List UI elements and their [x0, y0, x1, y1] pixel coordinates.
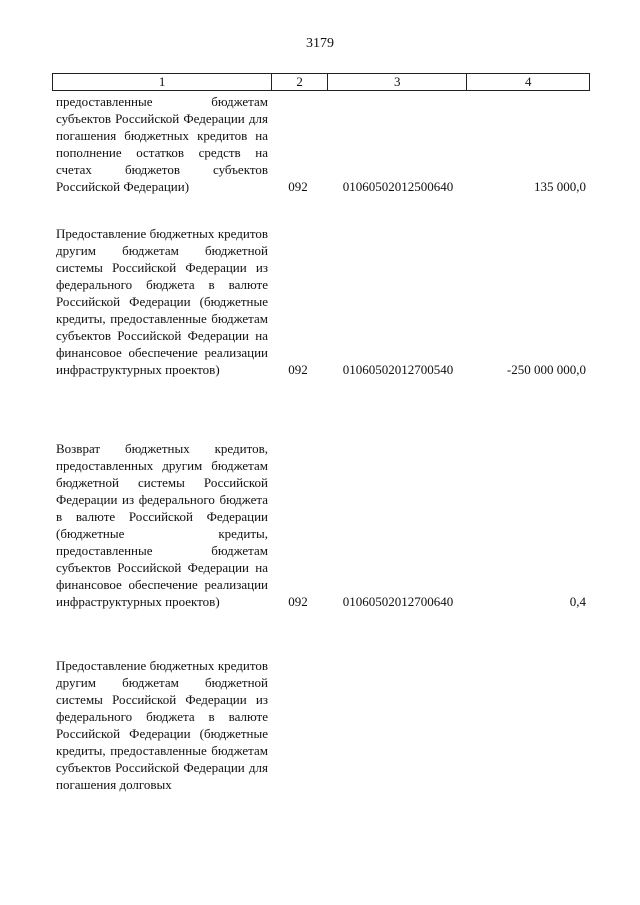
admin-code: 092: [288, 594, 308, 609]
page-number: 3179: [306, 36, 334, 51]
amount: 135 000,0: [534, 179, 586, 194]
table-row: [52, 93, 590, 195]
row-description: Предоставление бюджетных кредитов другим бюджетам бюджетной системы Российской Федерации из федерального бюджета в валюте Российской Федерации (бюджетные кредиты, предоставленные бюджетам субъектов Российской Федерации для погашения долговых: [56, 658, 268, 792]
column-header-4: 4: [524, 74, 532, 89]
budget-code: 01060502012500640: [342, 179, 454, 194]
amount: -250 000 000,0: [506, 362, 586, 377]
budget-code: 01060502012700640: [342, 594, 454, 609]
column-header-1: 1: [53, 74, 272, 90]
admin-code: 092: [288, 362, 308, 377]
column-header-2: 2: [272, 74, 328, 90]
row-description: Возврат бюджетных кредитов, предоставленных другим бюджетам бюджетной системы Российской Федерации из федерального бюджета в валюте Российской Федерации (бюджетные кредиты, предоставленные бюджетам субъектов Российской Федерации на финансовое обеспечение реализации инфраструктурных проектов): [56, 441, 268, 609]
table-header: [52, 73, 590, 91]
budget-code: 01060502012700540: [342, 362, 454, 377]
row-description: Предоставление бюджетных кредитов другим бюджетам бюджетной системы Российской Федерации из федерального бюджета в валюте Российской Федерации (бюджетные кредиты, предоставленные бюджетам субъектов Российской Федерации на финансовое обеспечение реализации инфраструктурных проектов): [56, 226, 268, 377]
amount: 0,4: [569, 594, 586, 609]
admin-code: 092: [288, 179, 308, 194]
table-row: [52, 440, 590, 610]
table-row: [52, 657, 590, 793]
row-description: предоставленные бюджетам субъектов Российской Федерации для погашения бюджетных кредитов на пополнение остатков средств на счетах бюджетов субъектов Российской Федерации): [56, 94, 268, 194]
table-row: [52, 225, 590, 378]
column-header-3: 3: [328, 74, 467, 90]
